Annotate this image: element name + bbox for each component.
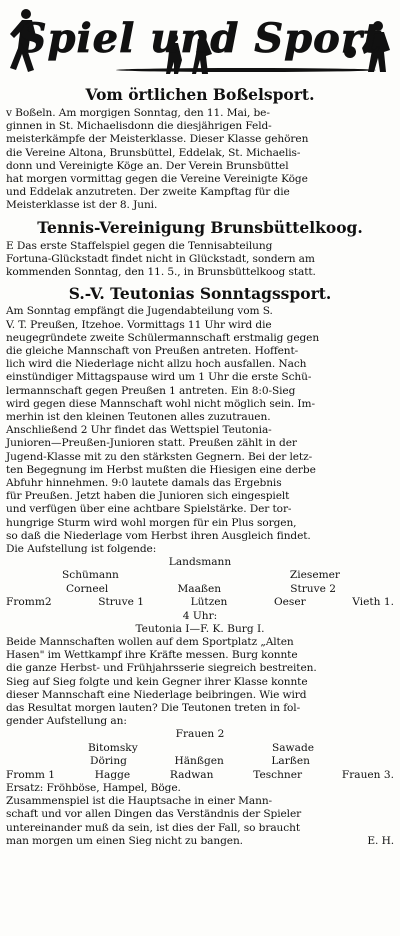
text-line: v Boßeln. Am morgigen Sonntag, den 11. Mai, be- (6, 107, 270, 120)
text-line: Fortuna-Glückstadt findet nicht in Glückstadt, sondern am (6, 252, 315, 265)
text-line: einstündiger Mittagspause wird um 1 Uhr die erste Schü- (6, 371, 312, 384)
masthead (6, 4, 394, 78)
article-heading-bosselsport: Vom örtlichen Boßelsport. (85, 85, 315, 104)
text-line: Meisterklasse ist der 8. Juni. (6, 199, 158, 212)
lineup-row (6, 755, 394, 768)
article-heading-tennis: Tennis-Vereinigung Brunsbüttelkoog. (37, 217, 363, 237)
player-name: Larßen (271, 755, 310, 768)
substitutes-line: Ersatz: Fröhböse, Hampel, Böge. (6, 781, 181, 794)
player-name: Frauen 3. (341, 768, 394, 781)
player-name: Hagge (94, 768, 131, 781)
text-line: die gleiche Mannschaft von Preußen antreten. Hoffent- (6, 344, 299, 357)
text-line: Hasen" im Wettkampf ihre Kräfte messen. Burg konnte (6, 649, 298, 662)
player-name: Schümann (62, 569, 119, 582)
text-line: merhin ist den kleinen Teutonen alles zuzutrauen. (6, 411, 271, 423)
text-line: ten Begegnung im Herbst mußten die Hiesigen eine derbe (6, 463, 316, 476)
player-name: Vieth 1. (352, 596, 394, 609)
text-line: wird gegen diese Mannschaft wohl nicht möglich sein. Im- (6, 397, 315, 410)
player-name: Fromm2 (6, 596, 52, 609)
text-line: untereinander muß da sein, ist dies der Fall, so braucht (6, 821, 300, 834)
article-body-bosselsport (6, 107, 394, 213)
text-line: für Preußen. Jetzt haben die Junioren sich eingespielt (6, 490, 290, 503)
player-name: Maaßen (177, 582, 222, 595)
text-line: lermannschaft gegen Preußen 1 antreten. Ein 8:0-Sieg (6, 384, 296, 397)
text-line: hat morgen vormittag gegen die Vereine Vereinigte Köge (6, 173, 308, 186)
player-name: Döring (90, 755, 127, 768)
match-time: 4 Uhr: (182, 609, 218, 622)
masthead-illustration (6, 4, 394, 76)
player-name: Struve 2 (290, 582, 336, 595)
text-line: Die Aufstellung ist folgende: (6, 543, 157, 556)
player-name: Teschner (253, 768, 303, 781)
text-line: Abfuhr hinnehmen. 9:0 lautete damals das Ergebnis (6, 477, 282, 490)
text-line: so daß die Niederlage vom Herbst ihren Ausgleich findet. (6, 529, 311, 542)
text-line: meisterkämpfe der Meisterklasse. Dieser Klasse gehören (6, 133, 309, 146)
text-line: Junioren—Preußen-Junioren statt. Preußen zählt in der (6, 437, 297, 450)
text-line: Sieg auf Sieg folgte und kein Gegner ihrer Klasse konnte (6, 675, 308, 688)
text-line: hungrige Sturm wird wohl morgen für ein Plus sorgen, (6, 516, 297, 529)
player-name: Bitomsky (88, 741, 138, 754)
text-line: dieser Mannschaft eine Niederlage beibringen. Wie wird (6, 688, 307, 701)
text-line: E Das erste Staffelspiel gegen die Tennisabteilung (6, 239, 273, 252)
text-line: die ganze Herbst- und Frühjahrsserie siegreich bestreiten. (6, 662, 317, 675)
masthead-title: Spiel und Sport (17, 15, 383, 62)
text-line: neugegründete zweite Schülermannschaft erstmalig gegen (6, 331, 320, 344)
text-line: das Resultat morgen lauten? Die Teutonen treten in fol- (6, 702, 301, 715)
author-signature: E. H. (367, 834, 394, 847)
lineup-juniors (6, 556, 394, 609)
text-line: kommenden Sonntag, den 11. 5., in Brunsbüttelkoog statt. (6, 266, 316, 279)
lineup-row (6, 583, 394, 596)
lineup-row (6, 769, 394, 782)
player-name: Oeser (273, 596, 306, 609)
text-line: ginnen in St. Michaelisdonn die diesjährigen Feld- (6, 120, 272, 133)
text-line: donn und Vereinigte Köge an. Der Verein Brunsbüttel (6, 159, 289, 172)
text-line: gender Aufstellung an: (6, 715, 127, 728)
lineup-first-team (6, 728, 394, 781)
text-line: V. T. Preußen, Itzehoe. Vormittags 11 Uhr wird die (6, 318, 272, 331)
player-name: Fromm 1 (6, 768, 55, 781)
text-line: Zusammenspiel ist die Hauptsache in einer Mann- (6, 795, 273, 808)
closing-line (6, 835, 394, 848)
text-line: und Eddelak anzutreten. Der zweite Kampftag für die (6, 186, 290, 199)
lineup-row (6, 569, 394, 582)
article-heading-teutonia: S.-V. Teutonias Sonntagssport. (68, 284, 332, 304)
article-body-tennis (6, 240, 394, 280)
player-name: Corneel (66, 582, 109, 595)
match-title: Teutonia I—F. K. Burg I. (135, 622, 265, 635)
player-name: Ziesemer (289, 569, 340, 582)
lineup-row: Frauen 2 (175, 728, 225, 741)
newspaper-page (0, 4, 400, 936)
text-line: die Vereine Altona, Brunsbüttel, Eddelak, St. Michaelis- (6, 146, 301, 159)
text-line: lich wird die Niederlage nicht allzu hoch ausfallen. Nach (6, 358, 307, 371)
text-line: Anschließend 2 Uhr findet das Wettspiel Teutonia- (6, 424, 272, 437)
text-line: man morgen um einen Sieg nicht zu bangen. (6, 834, 243, 847)
text-line: Beide Mannschaften wollen auf dem Sportplatz „Alten (6, 636, 294, 649)
player-name: Sawade (271, 741, 314, 754)
article-body-teutonia (6, 305, 394, 848)
text-line: und verfügen über eine achtbare Spielstärke. Der tor- (6, 503, 292, 516)
player-name: Struve 1 (98, 596, 144, 609)
lineup-row (6, 596, 394, 609)
lineup-row: Landsmann (168, 556, 232, 569)
player-name: Radwan (169, 768, 214, 781)
text-line: schaft und vor allen Dingen das Verständnis der Spieler (6, 808, 302, 821)
player-name: Hänßgen (174, 755, 224, 768)
text-line: Jugend-Klasse mit zu den stärksten Gegnern. Bei der letz- (6, 450, 313, 463)
text-line: Am Sonntag empfängt die Jugendabteilung vom S. (6, 305, 273, 318)
lineup-row (6, 742, 394, 755)
player-name: Lützen (190, 596, 228, 609)
